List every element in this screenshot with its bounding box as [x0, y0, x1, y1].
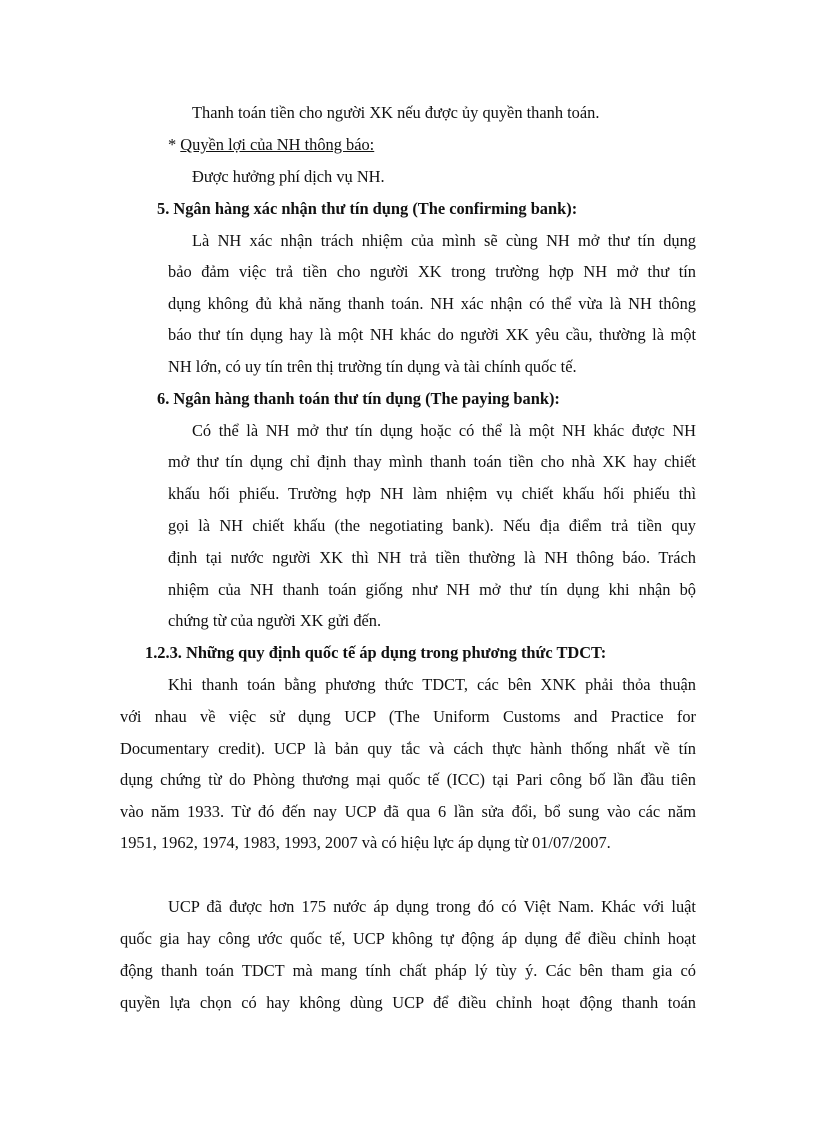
paragraph-line: quyền lựa chọn có hay không dùng UCP để điều chỉnh hoạt động thanh toán: [120, 993, 696, 1012]
section-heading-1-2-3: 1.2.3. Những quy định quốc tế áp dụng trong phương thức TDCT:: [145, 643, 607, 662]
paragraph-line: dụng không đủ khả năng thanh toán. NH xác nhận có thể vừa là NH thông: [168, 294, 696, 313]
paragraph-line: chứng từ của người XK gửi đến.: [168, 611, 382, 630]
paragraph-line: động thanh toán TDCT mà mang tính chất pháp lý tùy ý. Các bên tham gia có: [120, 961, 696, 980]
text-line: Được hưởng phí dịch vụ NH.: [192, 167, 385, 186]
paragraph-line: UCP đã được hơn 175 nước áp dụng trong đó có Việt Nam. Khác với luật: [168, 897, 696, 916]
paragraph-line: Documentary credit). UCP là bản quy tắc và cách thực hành thống nhất về tín: [120, 739, 696, 758]
paragraph-line: dụng chứng từ do Phòng thương mại quốc tế (ICC) tại Pari công bố lần đầu tiên: [120, 770, 696, 789]
paragraph-line: vào năm 1933. Từ đó đến nay UCP đã qua 6 lần sửa đổi, bổ sung vào các năm: [120, 802, 696, 821]
paragraph-line: Có thể là NH mở thư tín dụng hoặc có thể là một NH khác được NH: [192, 421, 696, 440]
paragraph-line: bảo đảm việc trả tiền cho người XK trong trường hợp NH mở thư tín: [168, 262, 696, 281]
section-heading-paying-bank: 6. Ngân hàng thanh toán thư tín dụng (The paying bank):: [157, 389, 560, 408]
section-heading-confirming-bank: 5. Ngân hàng xác nhận thư tín dụng (The confirming bank):: [157, 199, 578, 218]
paragraph-line: 1951, 1962, 1974, 1983, 1993, 2007 và có hiệu lực áp dụng từ 01/07/2007.: [120, 833, 611, 852]
paragraph-line: với nhau về việc sử dụng UCP (The Uniform Customs and Practice for: [120, 707, 696, 726]
subheading-advising-bank-benefits: [168, 135, 374, 155]
paragraph-line: Khi thanh toán bằng phương thức TDCT, các bên XNK phải thỏa thuận: [168, 675, 696, 694]
paragraph-line: NH lớn, có uy tín trên thị trường tín dụng và tài chính quốc tế.: [168, 357, 577, 376]
paragraph-line: nhiệm của NH thanh toán giống như NH mở thư tín dụng khi nhận bộ: [168, 580, 696, 599]
paragraph-line: mở thư tín dụng chỉ định thay mình thanh toán tiền cho nhà XK hay chiết: [168, 452, 696, 471]
paragraph-line: định tại nước người XK thì NH trả tiền thường là NH thông báo. Trách: [168, 548, 696, 567]
text-line: Thanh toán tiền cho người XK nếu được ủy quyền thanh toán.: [192, 103, 600, 122]
paragraph-line: quốc gia hay công ước quốc tế, UCP không tự động áp dụng để điều chỉnh hoạt: [120, 929, 696, 948]
paragraph-line: Là NH xác nhận trách nhiệm của mình sẽ cùng NH mở thư tín dụng: [192, 231, 696, 250]
paragraph-line: báo thư tín dụng hay là một NH khác do người XK yêu cầu, thường là một: [168, 325, 696, 344]
underlined-heading: Quyền lợi của NH thông báo:: [180, 135, 375, 154]
paragraph-line: khấu hối phiếu. Trường hợp NH làm nhiệm vụ chiết khấu hối phiếu thì: [168, 484, 696, 503]
paragraph-line: gọi là NH chiết khấu (the negotiating bank). Nếu địa điểm trả tiền quy: [168, 516, 696, 535]
bullet-asterisk: *: [168, 135, 181, 154]
